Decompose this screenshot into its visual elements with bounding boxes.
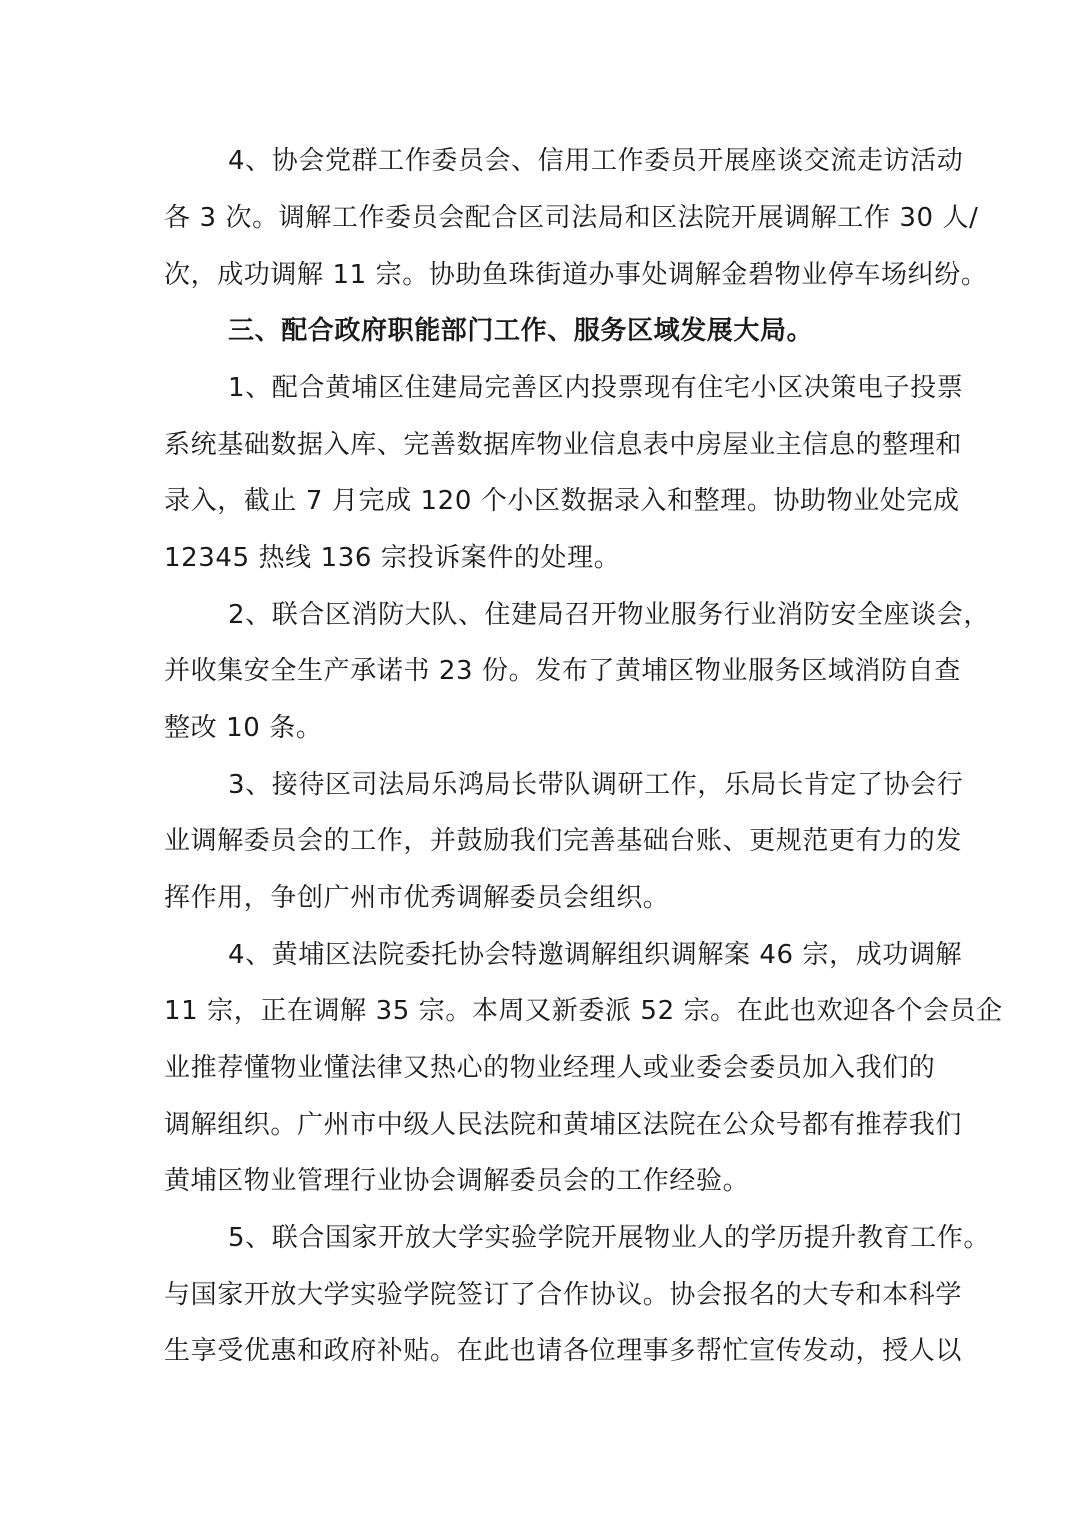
paragraph-line: 挥作用，争创广州市优秀调解委员会组织。	[164, 883, 670, 913]
paragraph-line: 业推荐懂物业懂法律又热心的物业经理人或业委会委员加入我们的	[164, 1053, 936, 1083]
paragraph-line: 5、联合国家开放大学实验学院开展物业人的学历提升教育工作。	[228, 1223, 990, 1253]
paragraph-line: 黄埔区物业管理行业协会调解委员会的工作经验。	[164, 1166, 750, 1196]
paragraph-line: 各 3 次。调解工作委员会配合区司法局和区法院开展调解工作 30 人/	[164, 203, 979, 233]
paragraph-line: 12345 热线 136 宗投诉案件的处理。	[164, 543, 621, 573]
paragraph-line: 11 宗，正在调解 35 宗。本周又新委派 52 宗。在此也欢迎各个会员企	[164, 996, 1003, 1026]
paragraph-line: 录入，截止 7 月完成 120 个小区数据录入和整理。协助物业处完成	[164, 486, 960, 516]
paragraph-line: 业调解委员会的工作，并鼓励我们完善基础台账、更规范更有力的发	[164, 826, 963, 856]
paragraph-line: 次，成功调解 11 宗。协助鱼珠街道办事处调解金碧物业停车场纠纷。	[164, 260, 988, 290]
paragraph-line: 调解组织。广州市中级人民法院和黄埔区法院在公众号都有推荐我们	[164, 1110, 963, 1140]
paragraph-line: 2、联合区消防大队、住建局召开物业服务行业消防安全座谈会，	[228, 600, 990, 630]
paragraph-line: 生享受优惠和政府补贴。在此也请各位理事多帮忙宣传发动，授人以	[164, 1336, 963, 1366]
paragraph-line: 系统基础数据入库、完善数据库物业信息表中房屋业主信息的整理和	[164, 430, 963, 460]
paragraph-line: 4、协会党群工作委员会、信用工作委员开展座谈交流走访活动	[228, 146, 964, 176]
paragraph-line: 4、黄埔区法院委托协会特邀调解组织调解案 46 宗，成功调解	[228, 940, 963, 970]
paragraph-line: 3、接待区司法局乐鸿局长带队调研工作，乐局长肯定了协会行	[228, 770, 964, 800]
paragraph-line: 与国家开放大学实验学院签订了合作协议。协会报名的大专和本科学	[164, 1280, 963, 1310]
section-heading: 三、配合政府职能部门工作、服务区域发展大局。	[228, 316, 814, 346]
paragraph-line: 整改 10 条。	[164, 713, 323, 743]
paragraph-line: 并收集安全生产承诺书 23 份。发布了黄埔区物业服务区域消防自查	[164, 656, 961, 686]
paragraph-line: 1、配合黄埔区住建局完善区内投票现有住宅小区决策电子投票	[228, 373, 964, 403]
